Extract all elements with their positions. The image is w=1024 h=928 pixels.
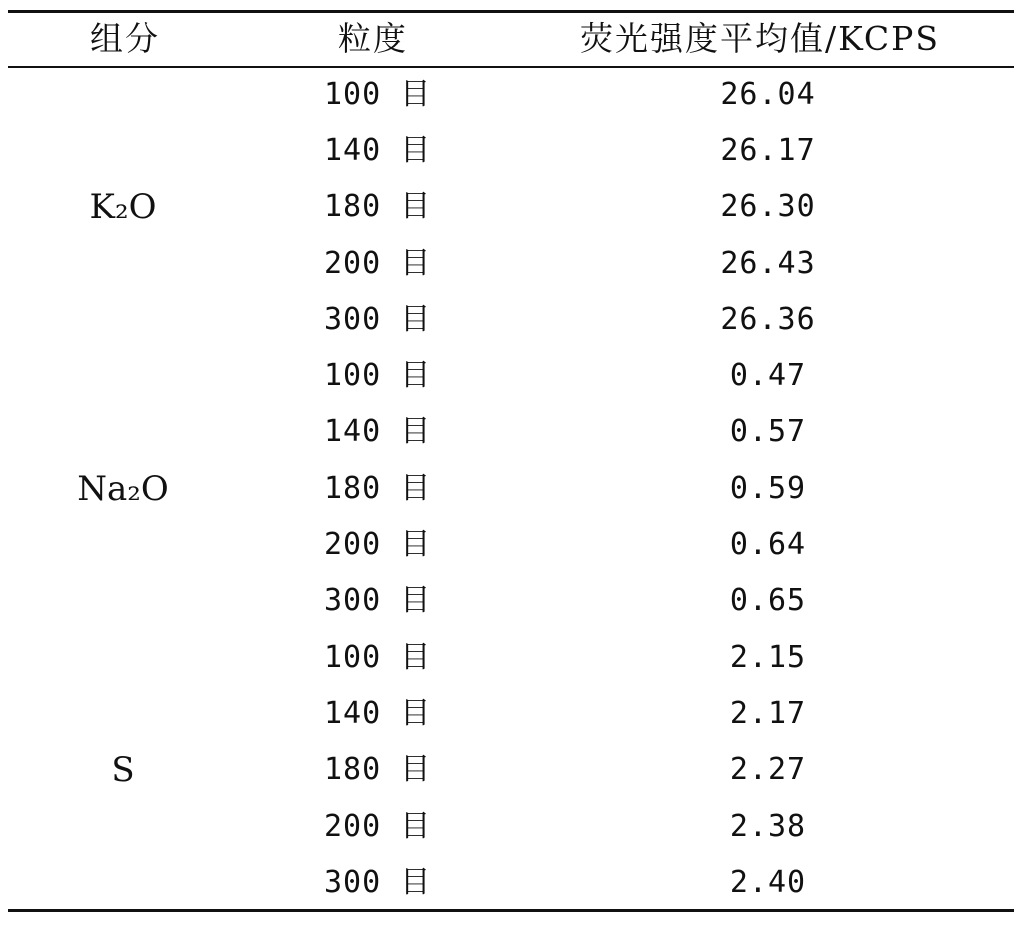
size-cell: 140 目 — [324, 696, 432, 731]
value-cell: 2.27 — [729, 752, 807, 787]
size-cell: 140 目 — [324, 414, 432, 449]
size-cell: 200 目 — [324, 527, 432, 562]
size-cell: 180 目 — [324, 189, 432, 224]
value-cell: 26.36 — [720, 302, 816, 337]
value-cell: 26.43 — [720, 246, 816, 281]
value-cell: 0.64 — [729, 527, 807, 562]
table-bottom-rule — [8, 909, 1014, 912]
size-cell: 180 目 — [324, 752, 432, 787]
size-cell: 140 目 — [324, 133, 432, 168]
header-fluorescence: 荧光强度平均值/KCPS — [580, 19, 940, 58]
component-label: S — [111, 750, 135, 790]
size-cell: 100 目 — [324, 77, 432, 112]
value-cell: 2.15 — [729, 640, 807, 675]
value-cell: 2.38 — [729, 809, 807, 844]
table-top-rule — [8, 10, 1014, 13]
value-cell: 2.40 — [729, 865, 807, 900]
size-cell: 180 目 — [324, 471, 432, 506]
table-header-rule — [8, 66, 1014, 68]
value-cell: 2.17 — [729, 696, 807, 731]
value-cell: 0.59 — [729, 471, 807, 506]
data-table — [8, 0, 1014, 928]
size-cell: 200 目 — [324, 809, 432, 844]
size-cell: 100 目 — [324, 358, 432, 393]
value-cell: 0.65 — [729, 583, 807, 618]
value-cell: 26.17 — [720, 133, 816, 168]
size-cell: 100 目 — [324, 640, 432, 675]
component-label: K₂O — [89, 187, 157, 227]
value-cell: 26.30 — [720, 189, 816, 224]
component-label: Na₂O — [77, 469, 169, 509]
header-particle-size: 粒度 — [338, 19, 408, 58]
value-cell: 0.57 — [729, 414, 807, 449]
value-cell: 26.04 — [720, 77, 816, 112]
value-cell: 0.47 — [729, 358, 807, 393]
header-component: 组分 — [90, 19, 160, 58]
size-cell: 300 目 — [324, 583, 432, 618]
size-cell: 300 目 — [324, 302, 432, 337]
size-cell: 200 目 — [324, 246, 432, 281]
size-cell: 300 目 — [324, 865, 432, 900]
